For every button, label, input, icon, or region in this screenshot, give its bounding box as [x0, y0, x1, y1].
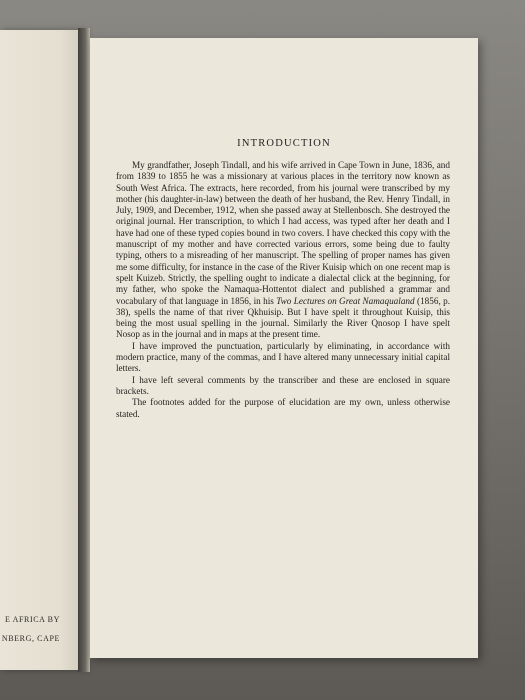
left-page-line: E AFRICA BY: [4, 615, 60, 624]
page-heading: INTRODUCTION: [237, 138, 331, 149]
paragraph: [116, 375, 450, 398]
paragraph-text: I have improved the punctuation, particularly by eliminating, in accordance with modern practice, many of the commas, and I have altered many unnecessary initial capital letters.: [116, 340, 450, 374]
paragraph: [116, 160, 450, 341]
right-page: [90, 38, 478, 658]
paragraph-text: The footnotes added for the purpose of elucidation are my own, unless otherwise stated.: [116, 397, 450, 419]
paragraph-text: My grandfather, Joseph Tindall, and his wife arrived in Cape Town in June, 1836, and from 1839 to 1855 he was a missionary at various places in the territory now known as South West Africa. The extracts, here recorded, from his journal were transcribed by my mother (his daughter-in-law) between the death of her husband, the Rev. Henry Tindall, in July, 1909, and December, 1912, when she passed away at Stellenbosch. She destroyed the original journal. Her transcription, to which I had access, was typed after her death and I have had one of these typed copies bound in two covers. I have checked this copy with the manuscript of my mother and have corrected various errors, some being due to faulty typing, others to a misreading of her manuscript. The spelling of proper names has given me some difficulty, for instance in the case of the River Kuisip which on one recent map is spelt Kuizeb. Strictly, the spelling ought to indicate a dialectal click at the beginning, for my father, who spoke the Namaqua-Hottentot dialect and published a grammar and vocabulary of that language in 1856, in his: [116, 160, 450, 306]
left-page-line: NBERG, CAPE: [1, 634, 60, 643]
book-gutter: [78, 28, 90, 672]
paragraph-text: I have left several comments by the transcriber and these are enclosed in square brackets.: [116, 374, 450, 396]
book-title: Two Lectures on Great Namaqualand: [276, 295, 415, 306]
paragraph-text: (1856, p. 38), spells the name of that river Qkhuisip. But I have spelt it throughout Kuisip, this being the most usual spelling in the journal. Similarly the River Qnosop I have spelt Nosop as in the journal and in maps at the present time.: [116, 295, 451, 340]
paragraph: [116, 397, 450, 420]
left-page-fragment: [0, 610, 60, 648]
left-page: [0, 30, 86, 670]
paragraph: [116, 341, 450, 375]
page-body: [116, 160, 450, 420]
